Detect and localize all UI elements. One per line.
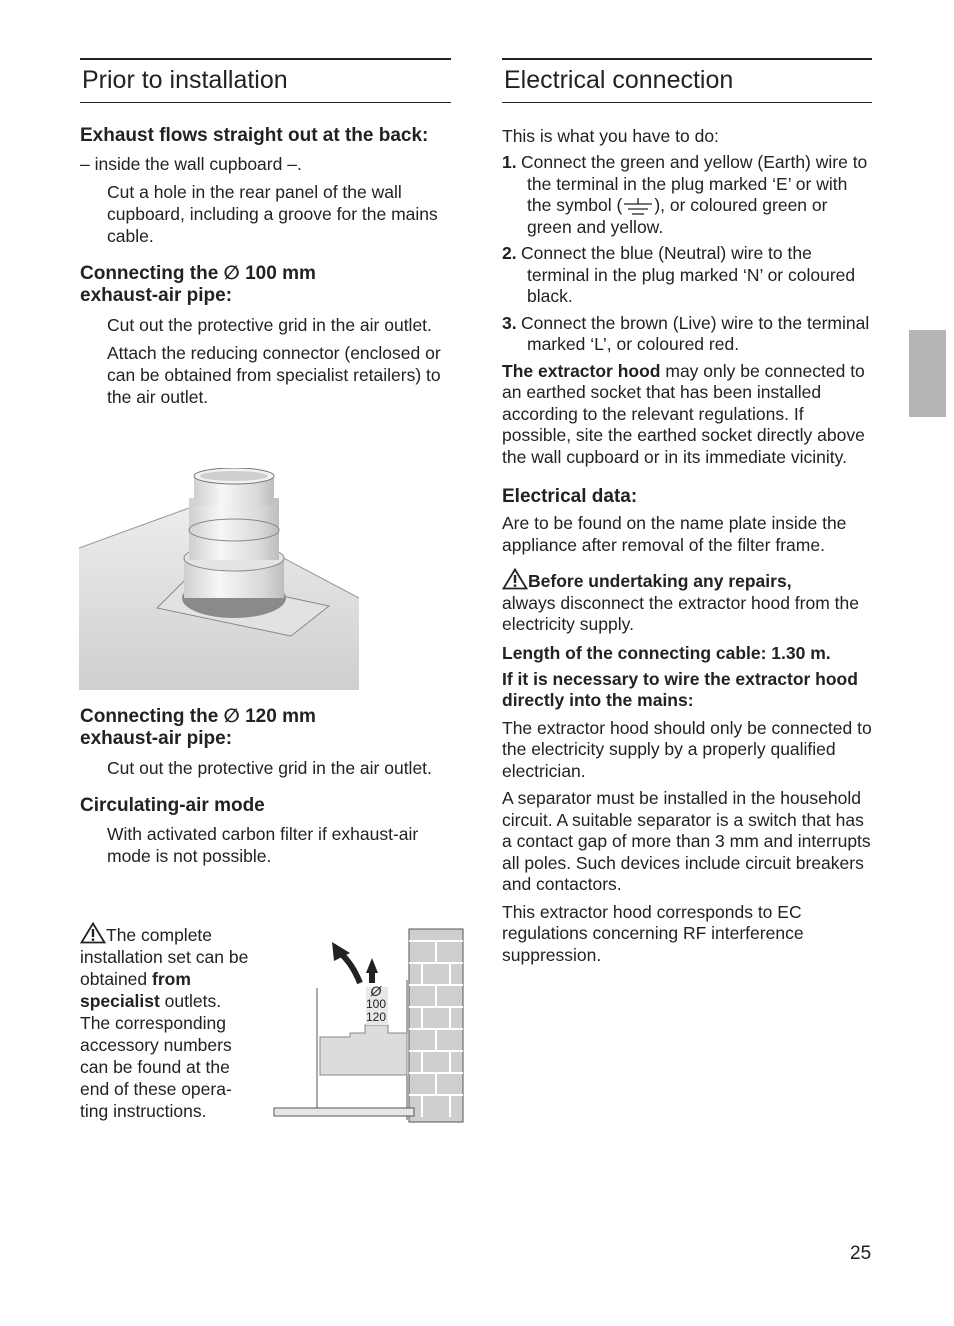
text-cut-grid-120: Cut out the protective grid in the air outlet. xyxy=(107,758,432,778)
text-separator: A separator must be installed in the household circuit. A suitable separator is a switch that has a contact gap of more than 3 mm and interrupts all poles. Such devices include circuit breakers and contactors. xyxy=(502,788,871,894)
warning-icon xyxy=(502,568,528,590)
earth-symbol-icon xyxy=(622,198,654,216)
step-1-text-b: ), or coloured green or green and yellow. xyxy=(527,195,828,237)
diameter-label xyxy=(356,985,396,1024)
side-tab-marker xyxy=(909,330,946,417)
heading-pipe-100-line1: Connecting the ∅ 100 mm xyxy=(80,263,316,284)
step-1-text-a: Connect the green and yellow (Earth) wire to the terminal in the plug marked ‘E’ or with the symbol ( xyxy=(521,152,868,215)
heading-electrical-data: Electrical data: xyxy=(502,486,638,507)
hood-text: may only be connected to an earthed socket that has been installed according to the relevant regulations. If possible, site the earthed socket directly above the wall cupboard or in its immediate vicinity. xyxy=(502,360,865,467)
page-number: 25 xyxy=(850,1243,872,1264)
right-column xyxy=(502,58,872,966)
section-title-prior-to-installation: Prior to installation xyxy=(80,58,451,103)
repairs-text: always disconnect the extractor hood from the electricity supply. xyxy=(502,592,859,634)
text-qualified-electrician: The extractor hood should only be connected to the electricity supply by a properly qualified electrician. xyxy=(502,717,872,781)
heading-pipe-100-line2: exhaust-air pipe: xyxy=(80,285,233,306)
heading-circulating-air: Circulating-air mode xyxy=(80,795,265,816)
diameter-120: 120 xyxy=(365,1010,387,1024)
text-attach-connector: Attach the reducing connector (enclosed or can be obtained from specialist retailers) to the air outlet. xyxy=(107,343,441,407)
step-1-number: 1. xyxy=(502,152,517,172)
warning-icon xyxy=(80,922,106,944)
installation-set-note xyxy=(80,922,252,1122)
heading-pipe-120 xyxy=(80,706,451,750)
text-cut-grid-100: Cut out the protective grid in the air outlet. xyxy=(107,315,432,335)
cable-length: Length of the connecting cable: 1.30 m. xyxy=(502,642,831,663)
step-2-text: Connect the blue (Neutral) wire to the terminal in the plug marked ‘N’ or coloured black. xyxy=(521,243,856,306)
repairs-warning xyxy=(502,568,872,636)
note-part2: outlets. The corresponding accessory numbers can be found at the end of these operating instructions. xyxy=(80,991,232,1121)
section-title-electrical-connection: Electrical connection xyxy=(502,58,872,103)
hood-bold: The extractor hood xyxy=(502,360,661,381)
step-3 xyxy=(502,313,872,356)
airflow-diagram-graphic xyxy=(270,925,465,1125)
left-column xyxy=(80,58,451,408)
note-inside-wall-cupboard: – inside the wall cupboard –. xyxy=(80,154,302,174)
step-2-number: 2. xyxy=(502,243,517,263)
reducing-connector-illustration xyxy=(79,468,359,690)
hood-socket-paragraph xyxy=(502,361,872,469)
diameter-100: 100 xyxy=(365,997,387,1011)
heading-mains: If it is necessary to wire the extractor hood directly into the mains: xyxy=(502,668,858,710)
pipe-120-section xyxy=(80,706,451,867)
text-ec-regulations: This extractor hood corresponds to EC regulations concerning RF interference suppression. xyxy=(502,901,804,965)
diameter-symbol: Ø xyxy=(370,983,382,999)
airflow-diagram xyxy=(270,925,465,1125)
repairs-bold: Before undertaking any repairs, xyxy=(528,571,792,591)
step-3-text: Connect the brown (Live) wire to the terminal marked ‘L’, or coloured red. xyxy=(521,312,870,354)
text-carbon-filter: With activated carbon filter if exhaust-air mode is not possible. xyxy=(107,824,419,866)
note-part1: The complete installation set can be obtained xyxy=(80,925,249,989)
note-bold: from specialist xyxy=(80,969,191,1011)
heading-exhaust-back: Exhaust flows straight out at the back: xyxy=(80,125,429,146)
step-3-number: 3. xyxy=(502,312,517,333)
intro-text: This is what you have to do: xyxy=(502,126,719,146)
step-2 xyxy=(502,243,872,308)
step-1 xyxy=(502,152,872,238)
heading-pipe-100 xyxy=(80,263,451,307)
text-electrical-data: Are to be found on the name plate inside the appliance after removal of the filter frame. xyxy=(502,513,847,555)
heading-pipe-120-line1: Connecting the ∅ 120 mm xyxy=(80,706,316,727)
heading-pipe-120-line2: exhaust-air pipe: xyxy=(80,728,233,749)
text-cut-hole: Cut a hole in the rear panel of the wall cupboard, including a groove for the mains cable. xyxy=(107,182,438,246)
